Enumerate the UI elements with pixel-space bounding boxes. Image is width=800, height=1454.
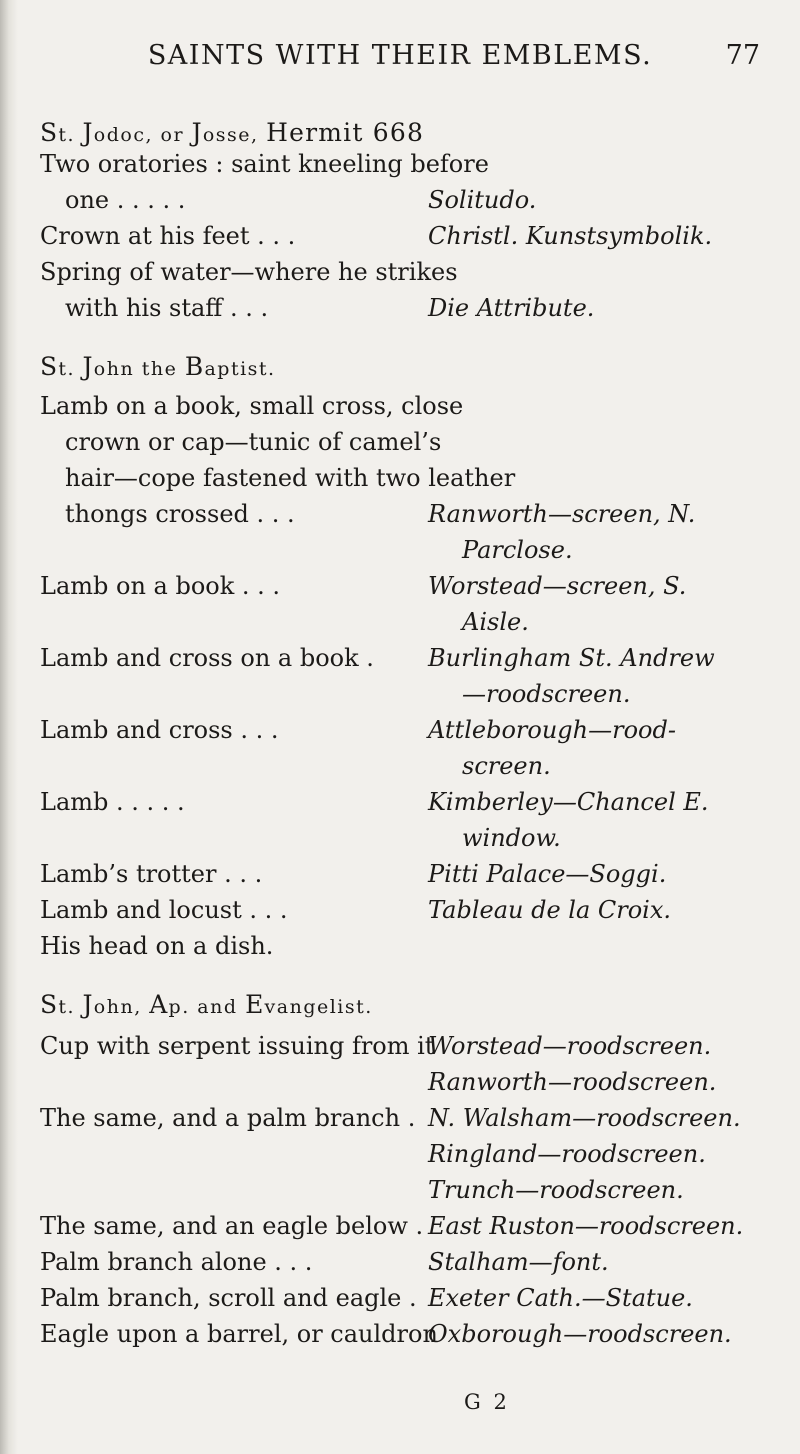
entry-source: Trunch—roodscreen.: [428, 1176, 684, 1204]
entry-text: Two oratories : saint kneeling before: [40, 150, 489, 178]
entry-source: Oxborough—roodscreen.: [428, 1320, 732, 1348]
entry-source: Die Attribute.: [428, 294, 595, 322]
entry-text: hair—cope fastened with two leather: [65, 464, 516, 492]
running-title: SAINTS WITH THEIR EMBLEMS.: [147, 40, 653, 71]
entry-source: Parclose.: [462, 536, 573, 564]
section-heading-john-baptist: St. John the Baptist.: [40, 352, 276, 381]
entry-source: Tableau de la Croix.: [428, 896, 672, 924]
entry-source: Worstead—roodscreen.: [428, 1032, 712, 1060]
entry-text: Eagle upon a barrel, or cauldron: [40, 1320, 438, 1348]
entry-text: thongs crossed . . .: [65, 500, 295, 528]
page-binding-shadow: [0, 0, 18, 1454]
entry-text: Lamb . . . . .: [40, 788, 185, 816]
entry-text: Spring of water—where he strikes: [40, 258, 458, 286]
entry-source: —roodscreen.: [462, 680, 631, 708]
entry-text: Lamb on a book . . .: [40, 572, 281, 600]
entry-source: East Ruston—roodscreen.: [428, 1212, 744, 1240]
entry-source: Kimberley—Chancel E.: [428, 788, 709, 816]
entry-text: The same, and an eagle below .: [40, 1212, 424, 1240]
entry-text: Lamb and cross on a book .: [40, 644, 374, 672]
entry-text: His head on a dish.: [40, 932, 274, 960]
entry-text: Cup with serpent issuing from it: [40, 1032, 435, 1060]
section-heading-john-evangelist: St. John, Ap. and Evangelist.: [40, 990, 373, 1019]
page-number: 77: [725, 40, 760, 71]
entry-text: one . . . . .: [65, 186, 186, 214]
signature-mark: G 2: [464, 1390, 510, 1414]
entry-source: Worstead—screen, S.: [428, 572, 687, 600]
entry-text: with his staff . . .: [65, 294, 269, 322]
entry-source: Ringland—roodscreen.: [428, 1140, 706, 1168]
entry-source: Aisle.: [462, 608, 529, 636]
entry-source: Pitti Palace—Soggi.: [428, 860, 667, 888]
entry-source: Attleborough—rood-: [428, 716, 676, 744]
entry-text: Lamb and locust . . .: [40, 896, 288, 924]
entry-source: N. Walsham—roodscreen.: [428, 1104, 741, 1132]
section-heading-st-jodoc: St. Jodoc, or Josse, Hermit 668: [40, 118, 425, 147]
entry-text: Palm branch, scroll and eagle .: [40, 1284, 417, 1312]
entry-text: Crown at his feet . . .: [40, 222, 296, 250]
entry-source: Ranworth—roodscreen.: [428, 1068, 717, 1096]
entry-text: Lamb’s trotter . . .: [40, 860, 263, 888]
entry-text: Lamb and cross . . .: [40, 716, 279, 744]
entry-source: Ranworth—screen, N.: [428, 500, 696, 528]
entry-text: crown or cap—tunic of camel’s: [65, 428, 442, 456]
running-header: [0, 40, 800, 80]
entry-source: Solitudo.: [428, 186, 537, 214]
entry-source: window.: [462, 824, 561, 852]
entry-source: Exeter Cath.—Statue.: [428, 1284, 693, 1312]
entry-text: Palm branch alone . . .: [40, 1248, 313, 1276]
entry-source: Stalham—font.: [428, 1248, 609, 1276]
entry-source: Christl. Kunstsymbolik.: [428, 222, 713, 250]
entry-text: Lamb on a book, small cross, close: [40, 392, 464, 420]
entry-source: Burlingham St. Andrew: [428, 644, 715, 672]
entry-text: The same, and a palm branch .: [40, 1104, 416, 1132]
entry-source: screen.: [462, 752, 551, 780]
